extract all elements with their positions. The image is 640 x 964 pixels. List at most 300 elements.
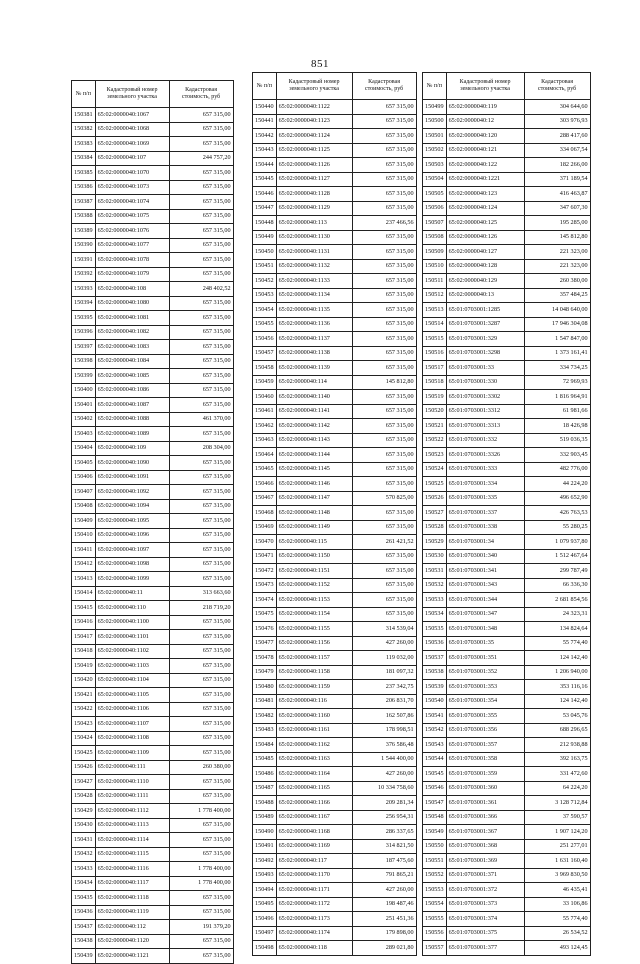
row-number: 150515 — [423, 332, 447, 347]
row-number: 150406 — [72, 470, 96, 485]
row-number: 150403 — [72, 427, 96, 442]
cadastral-number: 65:02:0000040:1082 — [95, 325, 169, 340]
cadastral-value: 657 315,00 — [169, 789, 233, 804]
cadastral-value: 657 315,00 — [352, 143, 416, 158]
table-row — [72, 253, 234, 268]
cadastral-number: 65:02:0000040:1160 — [276, 709, 352, 724]
cadastral-number: 65:02:0000040:1135 — [276, 303, 352, 318]
cadastral-number: 65:02:0000040:1081 — [95, 311, 169, 326]
row-number: 150449 — [253, 230, 277, 245]
header-cadastral-value: Кадастровая стоимость, руб — [524, 73, 590, 100]
cadastral-number: 65:02:0000040:1144 — [276, 448, 352, 463]
cadastral-value: 657 315,00 — [169, 630, 233, 645]
cadastral-number: 65:01:0703001:337 — [446, 506, 524, 521]
cadastral-value: 313 663,60 — [169, 586, 233, 601]
cadastral-number: 65:02:0000040:1112 — [95, 804, 169, 819]
header-number: № п/п — [72, 81, 96, 108]
table-header-row — [253, 73, 417, 100]
cadastral-value: 66 336,30 — [524, 578, 590, 593]
cadastral-value: 376 586,48 — [352, 738, 416, 753]
row-number: 150509 — [423, 245, 447, 260]
table-row — [423, 694, 591, 709]
table-row — [423, 607, 591, 622]
header-cadastral-value: Кадастровая стоимость, руб — [169, 81, 233, 108]
table-row — [72, 804, 234, 819]
table-row — [72, 543, 234, 558]
row-number: 150389 — [72, 224, 96, 239]
cadastral-value: 256 954,31 — [352, 810, 416, 825]
table-row — [253, 259, 417, 274]
table-row — [253, 100, 417, 115]
cadastral-value: 657 315,00 — [352, 288, 416, 303]
cadastral-value: 221 323,00 — [524, 259, 590, 274]
cadastral-value: 657 315,00 — [169, 238, 233, 253]
table-row — [423, 593, 591, 608]
table-row — [253, 810, 417, 825]
cadastral-number: 65:02:0000040:1117 — [95, 876, 169, 891]
row-number: 150384 — [72, 151, 96, 166]
cadastral-number: 65:02:0000040:1124 — [276, 129, 352, 144]
row-number: 150495 — [253, 897, 277, 912]
cadastral-number: 65:01:0703001:335 — [446, 491, 524, 506]
table-row — [72, 949, 234, 964]
row-number: 150529 — [423, 535, 447, 550]
table-row — [423, 419, 591, 434]
cadastral-value: 657 315,00 — [352, 230, 416, 245]
cadastral-value: 482 776,00 — [524, 462, 590, 477]
cadastral-number: 65:02:0000040:109 — [95, 441, 169, 456]
row-number: 150534 — [423, 607, 447, 622]
table-row — [253, 709, 417, 724]
cadastral-number: 65:02:0000040:1164 — [276, 767, 352, 782]
cadastral-number: 65:02:0000040:1145 — [276, 462, 352, 477]
table-row — [72, 702, 234, 717]
table-row — [253, 375, 417, 390]
cadastral-number: 65:02:0000040:12 — [446, 114, 524, 129]
table-row — [72, 920, 234, 935]
cadastral-number: 65:02:0000040:1129 — [276, 201, 352, 216]
cadastral-number: 65:02:0000040:1134 — [276, 288, 352, 303]
table-row — [253, 158, 417, 173]
table-row — [253, 114, 417, 129]
cadastral-number: 65:02:0000040:1140 — [276, 390, 352, 405]
cadastral-number: 65:02:0000040:1091 — [95, 470, 169, 485]
row-number: 150508 — [423, 230, 447, 245]
cadastral-number: 65:02:0000040:108 — [95, 282, 169, 297]
table-row — [423, 114, 591, 129]
cadastral-value: 657 315,00 — [169, 398, 233, 413]
table-body — [72, 108, 234, 964]
cadastral-value: 657 315,00 — [169, 775, 233, 790]
table-row — [253, 839, 417, 854]
row-number: 150547 — [423, 796, 447, 811]
table-row — [72, 876, 234, 891]
table-row — [423, 216, 591, 231]
row-number: 150421 — [72, 688, 96, 703]
cadastral-value: 657 315,00 — [169, 166, 233, 181]
table-row — [253, 781, 417, 796]
cadastral-value: 657 315,00 — [352, 100, 416, 115]
table-row — [72, 499, 234, 514]
cadastral-value: 1 631 160,40 — [524, 854, 590, 869]
cadastral-number: 65:02:0000040:128 — [446, 259, 524, 274]
table-row — [72, 659, 234, 674]
cadastral-value: 46 435,41 — [524, 883, 590, 898]
cadastral-value: 657 315,00 — [169, 514, 233, 529]
cadastral-number: 65:02:0000040:124 — [446, 201, 524, 216]
table-row — [253, 535, 417, 550]
table-row — [253, 361, 417, 376]
row-number: 150398 — [72, 354, 96, 369]
cadastral-value: 371 189,54 — [524, 172, 590, 187]
cadastral-value: 1 778 400,00 — [169, 862, 233, 877]
table-row — [253, 491, 417, 506]
cadastral-number: 65:02:0000040:1116 — [95, 862, 169, 877]
table-row — [253, 201, 417, 216]
cadastral-number: 65:02:0000040:1147 — [276, 491, 352, 506]
row-number: 150454 — [253, 303, 277, 318]
cadastral-number: 65:01:0703001:33 — [446, 361, 524, 376]
table-row — [72, 557, 234, 572]
cadastral-number: 65:01:0703001:369 — [446, 854, 524, 869]
cadastral-value: 657 315,00 — [352, 201, 416, 216]
cadastral-value: 209 281,34 — [352, 796, 416, 811]
row-number: 150479 — [253, 665, 277, 680]
cadastral-value: 657 315,00 — [169, 644, 233, 659]
cadastral-value: 657 315,00 — [169, 688, 233, 703]
cadastral-number: 65:02:0000040:1153 — [276, 593, 352, 608]
row-number: 150453 — [253, 288, 277, 303]
header-number: № п/п — [423, 73, 447, 100]
table-row — [423, 404, 591, 419]
cadastral-value: 657 315,00 — [169, 383, 233, 398]
row-number: 150412 — [72, 557, 96, 572]
cadastral-value: 657 315,00 — [352, 158, 416, 173]
table-row — [253, 694, 417, 709]
cadastral-number: 65:02:0000040:1139 — [276, 361, 352, 376]
table-row — [423, 100, 591, 115]
table-row — [253, 868, 417, 883]
row-number: 150538 — [423, 665, 447, 680]
row-number: 150448 — [253, 216, 277, 231]
row-number: 150419 — [72, 659, 96, 674]
cadastral-number: 65:02:0000040:1167 — [276, 810, 352, 825]
table-row — [423, 549, 591, 564]
row-number: 150433 — [72, 862, 96, 877]
table-row — [72, 818, 234, 833]
cadastral-number: 65:02:0000040:1102 — [95, 644, 169, 659]
cadastral-number: 65:02:0000040:1171 — [276, 883, 352, 898]
table-row — [72, 775, 234, 790]
table-row — [253, 346, 417, 361]
table-body — [423, 100, 591, 956]
table-row — [423, 578, 591, 593]
table-row — [253, 216, 417, 231]
row-number: 150436 — [72, 905, 96, 920]
row-number: 150503 — [423, 158, 447, 173]
row-number: 150474 — [253, 593, 277, 608]
cadastral-value: 657 315,00 — [169, 296, 233, 311]
row-number: 150526 — [423, 491, 447, 506]
cadastral-value: 657 315,00 — [352, 303, 416, 318]
cadastral-value: 657 315,00 — [169, 108, 233, 123]
cadastral-value: 251 451,36 — [352, 912, 416, 927]
row-number: 150440 — [253, 100, 277, 115]
cadastral-number: 65:02:0000040:1173 — [276, 912, 352, 927]
table-row — [72, 108, 234, 123]
table-row — [253, 448, 417, 463]
table-row — [253, 752, 417, 767]
table-row — [423, 622, 591, 637]
row-number: 150504 — [423, 172, 447, 187]
row-number: 150537 — [423, 651, 447, 666]
cadastral-number: 65:02:0000040:1098 — [95, 557, 169, 572]
cadastral-number: 65:02:0000040:127 — [446, 245, 524, 260]
table-row — [72, 789, 234, 804]
cadastral-number: 65:02:0000040:1075 — [95, 209, 169, 224]
cadastral-value: 14 048 640,00 — [524, 303, 590, 318]
row-number: 150390 — [72, 238, 96, 253]
cadastral-value: 44 224,20 — [524, 477, 590, 492]
row-number: 150447 — [253, 201, 277, 216]
cadastral-value: 334 734,25 — [524, 361, 590, 376]
cadastral-number: 65:02:0000040:1165 — [276, 781, 352, 796]
cadastral-number: 65:02:0000040:1106 — [95, 702, 169, 717]
cadastral-number: 65:02:0000040:1070 — [95, 166, 169, 181]
cadastral-value: 134 824,64 — [524, 622, 590, 637]
table-row — [423, 781, 591, 796]
cadastral-value: 162 507,86 — [352, 709, 416, 724]
cadastral-value: 657 315,00 — [352, 506, 416, 521]
table-row — [253, 390, 417, 405]
row-number: 150397 — [72, 340, 96, 355]
cadastral-value: 286 337,65 — [352, 825, 416, 840]
row-number: 150425 — [72, 746, 96, 761]
cadastral-value: 657 315,00 — [169, 180, 233, 195]
table-row — [72, 847, 234, 862]
table-row — [72, 760, 234, 775]
cadastral-value: 260 380,00 — [169, 760, 233, 775]
cadastral-value: 1 778 400,00 — [169, 876, 233, 891]
table-row — [253, 230, 417, 245]
table-row — [72, 717, 234, 732]
table-row — [72, 862, 234, 877]
row-number: 150431 — [72, 833, 96, 848]
row-number: 150441 — [253, 114, 277, 129]
row-number: 150533 — [423, 593, 447, 608]
row-number: 150521 — [423, 419, 447, 434]
row-number: 150523 — [423, 448, 447, 463]
cadastral-value: 237 466,56 — [352, 216, 416, 231]
row-number: 150385 — [72, 166, 96, 181]
cadastral-value: 2 681 854,56 — [524, 593, 590, 608]
cadastral-number: 65:02:0000040:1130 — [276, 230, 352, 245]
cadastral-number: 65:02:0000040:1169 — [276, 839, 352, 854]
cadastral-number: 65:02:0000040:110 — [95, 601, 169, 616]
cadastral-value: 179 898,00 — [352, 926, 416, 941]
table-row — [253, 433, 417, 448]
cadastral-value: 261 421,52 — [352, 535, 416, 550]
cadastral-value: 657 315,00 — [352, 172, 416, 187]
row-number: 150494 — [253, 883, 277, 898]
row-number: 150543 — [423, 738, 447, 753]
cadastral-value: 1 907 124,20 — [524, 825, 590, 840]
table-row — [72, 369, 234, 384]
table-row — [253, 303, 417, 318]
cadastral-value: 657 315,00 — [169, 470, 233, 485]
table-row — [72, 644, 234, 659]
cadastral-value: 218 719,20 — [169, 601, 233, 616]
cadastral-value: 657 315,00 — [169, 818, 233, 833]
cadastral-number: 65:02:0000040:1099 — [95, 572, 169, 587]
cadastral-number: 65:02:0000040:107 — [95, 151, 169, 166]
table-row — [253, 680, 417, 695]
table-row — [72, 311, 234, 326]
table-row — [72, 615, 234, 630]
cadastral-number: 65:02:0000040:122 — [446, 158, 524, 173]
table-row — [423, 143, 591, 158]
cadastral-value: 237 342,75 — [352, 680, 416, 695]
table-row — [423, 491, 591, 506]
cadastral-value: 657 315,00 — [169, 731, 233, 746]
table-header-row — [423, 73, 591, 100]
row-number: 150470 — [253, 535, 277, 550]
cadastral-number: 65:02:0000040:125 — [446, 216, 524, 231]
row-number: 150505 — [423, 187, 447, 202]
cadastral-value: 303 976,93 — [524, 114, 590, 129]
table-row — [72, 195, 234, 210]
row-number: 150459 — [253, 375, 277, 390]
cadastral-value: 53 045,76 — [524, 709, 590, 724]
cadastral-number: 65:02:0000040:120 — [446, 129, 524, 144]
cadastral-number: 65:02:0000040:1125 — [276, 143, 352, 158]
table-row — [72, 572, 234, 587]
table-row — [72, 398, 234, 413]
cadastral-number: 65:01:0703001:333 — [446, 462, 524, 477]
table-row — [423, 303, 591, 318]
cadastral-value: 657 315,00 — [169, 847, 233, 862]
table-row — [72, 833, 234, 848]
table-row — [253, 404, 417, 419]
table-row — [72, 630, 234, 645]
cadastral-table-left — [71, 80, 234, 964]
row-number: 150426 — [72, 760, 96, 775]
cadastral-value: 55 280,25 — [524, 520, 590, 535]
cadastral-value: 657 315,00 — [169, 891, 233, 906]
cadastral-number: 65:01:0703001:341 — [446, 564, 524, 579]
row-number: 150452 — [253, 274, 277, 289]
row-number: 150423 — [72, 717, 96, 732]
cadastral-value: 657 315,00 — [169, 340, 233, 355]
cadastral-value: 657 315,00 — [352, 462, 416, 477]
cadastral-number: 65:02:0000040:1146 — [276, 477, 352, 492]
cadastral-number: 65:01:0703001:329 — [446, 332, 524, 347]
row-number: 150418 — [72, 644, 96, 659]
table-row — [423, 317, 591, 332]
table-row — [423, 941, 591, 956]
row-number: 150485 — [253, 752, 277, 767]
cadastral-value: 657 315,00 — [169, 485, 233, 500]
cadastral-value: 570 825,00 — [352, 491, 416, 506]
cadastral-value: 657 315,00 — [352, 346, 416, 361]
table-row — [253, 767, 417, 782]
cadastral-number: 65:02:0000040:1068 — [95, 122, 169, 137]
cadastral-value: 657 315,00 — [169, 209, 233, 224]
row-number: 150399 — [72, 369, 96, 384]
table-row — [72, 441, 234, 456]
row-number: 150486 — [253, 767, 277, 782]
cadastral-number: 65:01:0703001:374 — [446, 912, 524, 927]
cadastral-value: 657 315,00 — [169, 833, 233, 848]
cadastral-number: 65:02:0000040:1104 — [95, 673, 169, 688]
row-number: 150539 — [423, 680, 447, 695]
cadastral-value: 357 484,25 — [524, 288, 590, 303]
table-row — [423, 520, 591, 535]
row-number: 150511 — [423, 274, 447, 289]
cadastral-value: 55 774,40 — [524, 636, 590, 651]
cadastral-value: 304 644,60 — [524, 100, 590, 115]
table-row — [423, 752, 591, 767]
cadastral-number: 65:02:0000040:1119 — [95, 905, 169, 920]
cadastral-value: 299 787,49 — [524, 564, 590, 579]
row-number: 150416 — [72, 615, 96, 630]
row-number: 150554 — [423, 897, 447, 912]
cadastral-number: 65:01:0703001:330 — [446, 375, 524, 390]
table-row — [72, 282, 234, 297]
cadastral-value: 657 315,00 — [352, 187, 416, 202]
row-number: 150434 — [72, 876, 96, 891]
cadastral-number: 65:02:0000040:1078 — [95, 253, 169, 268]
cadastral-number: 65:01:0703001:343 — [446, 578, 524, 593]
cadastral-value: 657 315,00 — [352, 419, 416, 434]
table-row — [423, 172, 591, 187]
table-row — [423, 636, 591, 651]
cadastral-value: 496 652,90 — [524, 491, 590, 506]
cadastral-table-right — [422, 72, 591, 956]
row-number: 150383 — [72, 137, 96, 152]
row-number: 150415 — [72, 601, 96, 616]
row-number: 150481 — [253, 694, 277, 709]
row-number: 150464 — [253, 448, 277, 463]
cadastral-number: 65:02:0000040:1128 — [276, 187, 352, 202]
cadastral-value: 657 315,00 — [169, 528, 233, 543]
cadastral-number: 65:02:0000040:1086 — [95, 383, 169, 398]
cadastral-value: 657 315,00 — [169, 427, 233, 442]
table-row — [253, 926, 417, 941]
cadastral-number: 65:02:0000040:1077 — [95, 238, 169, 253]
table-row — [253, 897, 417, 912]
cadastral-value: 1 816 964,91 — [524, 390, 590, 405]
row-number: 150487 — [253, 781, 277, 796]
row-number: 150462 — [253, 419, 277, 434]
table-row — [423, 288, 591, 303]
cadastral-value: 10 334 758,60 — [352, 781, 416, 796]
cadastral-value: 1 373 161,41 — [524, 346, 590, 361]
table-row — [72, 601, 234, 616]
cadastral-value: 124 142,40 — [524, 694, 590, 709]
row-number: 150501 — [423, 129, 447, 144]
table-row — [423, 187, 591, 202]
cadastral-value: 657 315,00 — [169, 354, 233, 369]
cadastral-number: 65:02:0000040:114 — [276, 375, 352, 390]
cadastral-number: 65:02:0000040:1094 — [95, 499, 169, 514]
table-row — [253, 143, 417, 158]
table-row — [72, 137, 234, 152]
table-row — [253, 912, 417, 927]
row-number: 150522 — [423, 433, 447, 448]
table-row — [423, 390, 591, 405]
cadastral-number: 65:01:0703001:353 — [446, 680, 524, 695]
